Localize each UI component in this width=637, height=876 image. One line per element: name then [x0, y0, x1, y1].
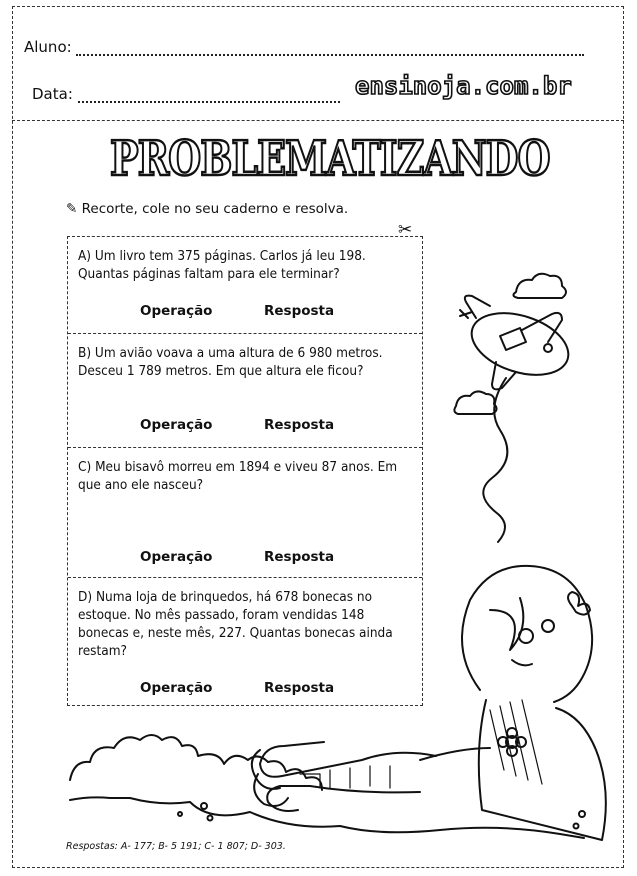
- bushes: [70, 735, 322, 790]
- girl-drawing: [252, 566, 606, 840]
- airplane-icon: [460, 296, 576, 390]
- site-logo: ensinoja.com.br: [355, 72, 572, 100]
- cloud-icon: [454, 391, 496, 414]
- string-line: [483, 378, 507, 542]
- answer-label: Resposta: [264, 303, 335, 319]
- instruction-text: Recorte, cole no seu caderno e resolva.: [81, 201, 349, 217]
- answer-label: Resposta: [264, 680, 335, 696]
- problem-text: C) Meu bisavô morreu em 1894 e viveu 87 anos. Em que ano ele nasceu?: [78, 459, 398, 493]
- answer-key: Respostas: A- 177; B- 5 191; C- 1 807; D- 303.: [66, 841, 286, 852]
- problem-text: A) Um livro tem 375 páginas. Carlos já leu 198. Quantas páginas faltam para ele terminar?: [78, 248, 366, 282]
- operation-label: Operação: [140, 417, 213, 433]
- problem-text: B) Um avião voava a uma altura de 6 980 metros. Desceu 1 789 metros. Em que altura ele ficou?: [78, 345, 383, 379]
- scissors-icon: ✂: [398, 220, 413, 240]
- student-label: Aluno:: [24, 38, 72, 56]
- problem-text: D) Numa loja de brinquedos, há 678 bonecas no estoque. No mês passado, foram vendidas 148 bonecas e, neste mês, 227. Quantas bonecas ainda restam?: [78, 589, 393, 659]
- ground-line: [70, 797, 584, 838]
- operation-label: Operação: [140, 549, 213, 565]
- cloud-icon: [513, 274, 566, 298]
- operation-label: Operação: [140, 303, 213, 319]
- pencil-icon: ✎: [66, 201, 78, 217]
- answer-label: Resposta: [264, 417, 335, 433]
- date-label: Data:: [32, 85, 73, 103]
- page-title: PROBLEMATIZANDO: [110, 130, 550, 187]
- operation-label: Operação: [140, 680, 213, 696]
- answer-label: Resposta: [264, 549, 335, 565]
